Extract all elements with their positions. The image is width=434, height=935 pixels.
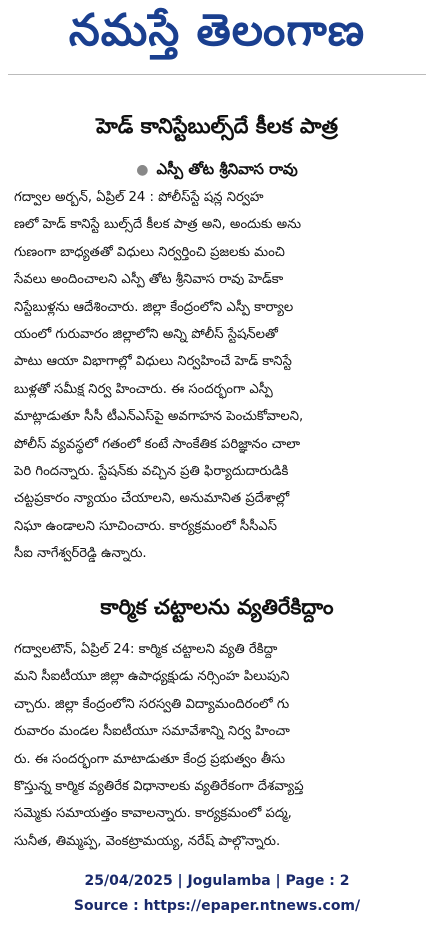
body-line: పెరి గిందన్నారు. స్టేషన్‌కు వచ్చిన ప్రతి ఫిర్యాదుదారుడికి bbox=[14, 464, 289, 480]
body-line: మని సీఐటీయూ జిల్లా ఉపాధ్యక్షుడు నర్సింహ పిలుపుని bbox=[14, 669, 290, 685]
body-line: పాటు ఆయా విభాగాల్లో విధులు నిర్వహించే హెడ్ కానిస్టే bbox=[14, 354, 292, 370]
body-line: గద్వాల అర్బన్, ఏప్రిల్ 24 : పోలీస్‌స్టే షన్ల నిర్వహ bbox=[14, 190, 264, 205]
article2-headline: కార్మిక చట్టాలను వ్యతిరేకిద్దాం bbox=[100, 595, 334, 619]
article1-byline bbox=[0, 160, 434, 182]
body-line: మాట్లాడుతూ సీసీ టీఎన్ఎస్‌పై అవగాహన పెంచుకోవాలని, bbox=[14, 409, 304, 425]
body-line: పోలీస్ వ్యవస్థలో గతంలో కంటే సాంకేతిక పరిజ్ఞానం చాలా bbox=[14, 436, 301, 452]
body-line: సేవలు అందించాలని ఎస్పీ తోట శ్రీనివాస రావు హెడ్‌కా bbox=[14, 272, 284, 288]
footer-date-line: 25/04/2025 | Jogulamba | Page : 2 bbox=[84, 873, 350, 889]
byline-text: ఎస్పీ తోట శ్రీనివాస రావు bbox=[156, 160, 298, 178]
body-line: సమ్మెకు సమాయత్తం కావాలన్నారు. కార్యక్రమంలో పద్మ, bbox=[14, 806, 292, 822]
body-line: గుణంగా బాధ్యతతో విధులు నిర్వర్తించి ప్రజలకు మంచి bbox=[14, 244, 285, 260]
divider bbox=[8, 74, 426, 75]
body-line: ణలో హెడ్ కానిస్టే బుల్స్‌దే కీలక పాత్ర అని, అందుకు అను bbox=[14, 217, 302, 233]
body-line: సునీత, తిమ్మప్ప, వెంకట్రామయ్య, నరేష్ పాల్గొన్నారు. bbox=[14, 833, 281, 849]
body-line: నిస్టేబుళ్లను ఆదేశించారు. జిల్లా కేంద్రంలోని ఎస్పీ కార్యాల bbox=[14, 299, 294, 315]
body-line: యంలో గురువారం జిల్లాలోని అన్ని పోలీస్ స్టేషన్‌లతో bbox=[14, 327, 278, 343]
body-line: రువారం మండల సీఐటీయూ సమావేశాన్ని నిర్వ హించా bbox=[14, 724, 290, 740]
body-line: రు. ఈ సందర్భంగా మాటాడుతూ కేంద్ర ప్రభుత్వం తీసు bbox=[14, 751, 286, 767]
article1-body bbox=[14, 184, 420, 568]
body-line: చ్చారు. జిల్లా కేంద్రంలోని సరస్వతి విద్యామందిరంలో గు bbox=[14, 696, 290, 712]
body-line: సీఐ నాగేశ్వర్‌రెడ్డి ఉన్నారు. bbox=[14, 546, 147, 562]
footer-source-line: Source : https://epaper.ntnews.com/ bbox=[73, 898, 361, 914]
masthead-title: నమస్తే తెలంగాణ bbox=[68, 5, 366, 56]
bullet-icon: ● bbox=[136, 162, 149, 178]
article2-body bbox=[14, 636, 420, 855]
body-line: చట్టప్రకారం న్యాయం చేయాలని, అనుమానిత ప్రదేశాల్లో bbox=[14, 491, 290, 507]
article1-headline: హెడ్ కానిస్టేబుల్స్‌దే కీలక పాత్ర bbox=[96, 114, 338, 138]
body-line: గద్వాలటౌన్, ఏప్రిల్ 24: కార్మిక చట్టాలని వ్యతి రేకిద్దా bbox=[14, 642, 278, 657]
body-line: కొస్తున్న కార్మిక వ్యతిరేక విధానాలకు వ్యతిరేకంగా దేశవ్యాప్త bbox=[14, 779, 304, 795]
body-line: నిఘా ఉండాలని సూచించారు. కార్యక్రమంలో సీసీఎస్ bbox=[14, 518, 277, 534]
masthead bbox=[0, 0, 434, 72]
body-line: బుళ్లతో సమీక్ష నిర్వ హించారు. ఈ సందర్భంగా ఎస్పీ bbox=[14, 381, 273, 397]
